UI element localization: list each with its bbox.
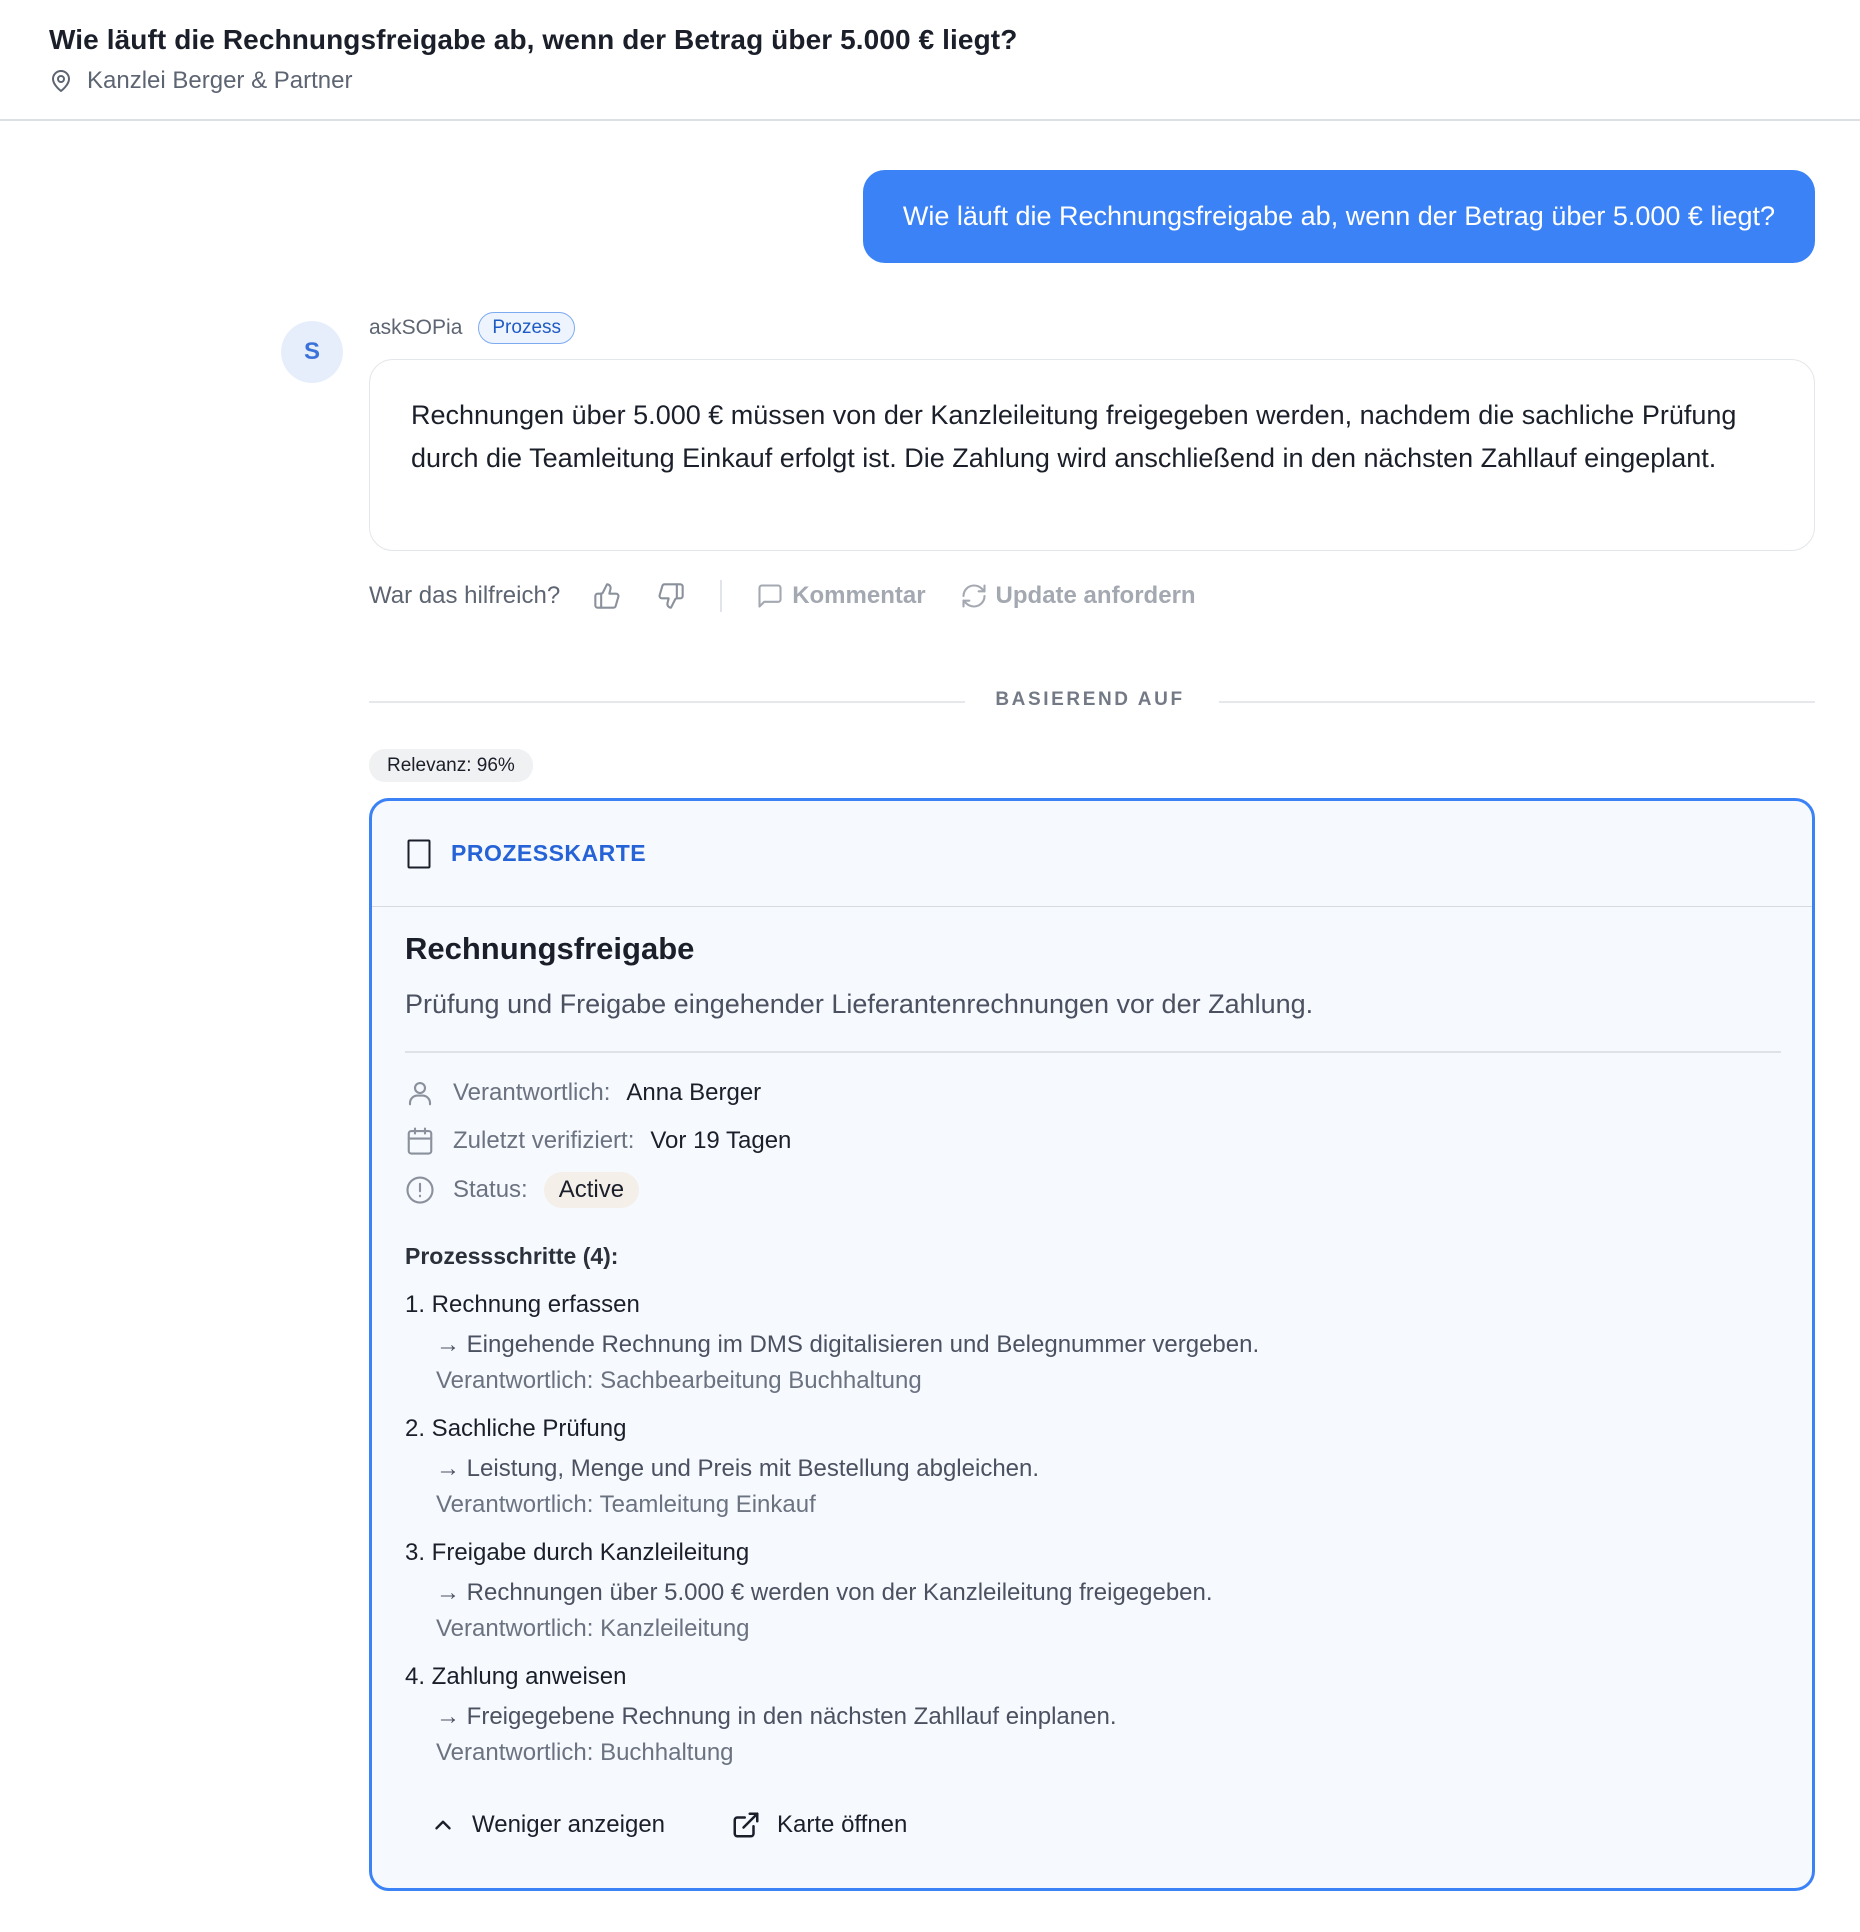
assistant-answer-text: Rechnungen über 5.000 € müssen von der Kanzleileitung freigegeben werden, nachdem die sachliche Prüfung durch die Teamleitung Einkauf erfolgt ist. Die Zahlung wird anschließend in den nächsten Zahllauf eingeplant. [411, 400, 1737, 473]
meta-responsible [405, 1076, 761, 1110]
process-card-header [372, 801, 1812, 907]
comment-button-label: Kommentar [792, 582, 926, 609]
status-badge: Active [544, 1172, 639, 1208]
sources-divider-left [369, 701, 965, 703]
refresh-icon [960, 582, 988, 610]
process-step-description: → Leistung, Menge und Preis mit Bestellung abgleichen. [436, 1455, 1040, 1482]
location-label: Kanzlei Berger & Partner [87, 67, 353, 94]
verified-label: Zuletzt verifiziert: [453, 1127, 635, 1154]
status-label: Status: [453, 1176, 528, 1203]
meta-status [405, 1173, 639, 1207]
process-card-actions [430, 1805, 907, 1845]
process-step-responsible: Verantwortlich: Buchhaltung [436, 1739, 734, 1766]
user-icon [405, 1078, 435, 1108]
show-less-label: Weniger anzeigen [472, 1811, 666, 1838]
thumbs-up-icon [593, 582, 621, 610]
process-step-name: 2. Sachliche Prüfung [405, 1415, 627, 1442]
location-row [49, 66, 352, 96]
alert-circle-icon [405, 1175, 435, 1205]
open-card-button[interactable] [731, 1810, 907, 1840]
process-title: Rechnungsfreigabe [405, 931, 695, 966]
responsible-value: Anna Berger [626, 1079, 762, 1106]
user-message-bubble: Wie läuft die Rechnungsfreigabe ab, wenn der Betrag über 5.000 € liegt? [863, 170, 1815, 263]
location-pin-icon [49, 69, 73, 93]
request-update-label: Update anfordern [995, 582, 1196, 609]
feedback-separator [720, 580, 722, 612]
calendar-icon [405, 1126, 435, 1156]
assistant-sender-row [369, 311, 575, 345]
assistant-avatar: S [281, 321, 343, 383]
document-icon [407, 839, 431, 869]
answer-type-badge: Prozess [478, 312, 575, 344]
assistant-name: askSOPia [369, 316, 463, 339]
feedback-question: War das hilfreich? [369, 582, 561, 609]
process-step-name: 1. Rechnung erfassen [405, 1291, 640, 1318]
comment-button[interactable] [756, 582, 925, 610]
thumbs-down-button[interactable] [656, 581, 686, 611]
thumbs-up-button[interactable] [592, 581, 622, 611]
process-card-kicker: PROZESSKARTE [451, 840, 647, 866]
show-less-button[interactable] [430, 1811, 665, 1839]
comment-icon [756, 582, 784, 610]
conversation-header [0, 0, 1860, 121]
sources-divider-right [1219, 701, 1815, 703]
process-step-description: → Rechnungen über 5.000 € werden von der Kanzleileitung freigegeben. [436, 1579, 1213, 1606]
process-step-name: 4. Zahlung anweisen [405, 1663, 627, 1690]
relevance-badge: Relevanz: 96% [369, 749, 533, 782]
process-step-description: → Freigegebene Rechnung in den nächsten Zahllauf einplanen. [436, 1703, 1117, 1730]
request-update-button[interactable] [960, 582, 1196, 610]
meta-verified [405, 1124, 791, 1158]
process-step-name: 3. Freigabe durch Kanzleileitung [405, 1539, 750, 1566]
process-step-description: → Eingehende Rechnung im DMS digitalisieren und Belegnummer vergeben. [436, 1331, 1260, 1358]
sources-divider-label: BASIEREND AUF [995, 689, 1185, 710]
feedback-row [369, 574, 1196, 618]
process-description: Prüfung und Freigabe eingehender Lieferantenrechnungen vor der Zahlung. [405, 989, 1314, 1019]
process-step-responsible: Verantwortlich: Sachbearbeitung Buchhaltung [436, 1367, 922, 1394]
chevron-up-icon [430, 1812, 456, 1838]
verified-value: Vor 19 Tagen [650, 1127, 792, 1154]
external-link-icon [731, 1810, 761, 1840]
process-steps-title: Prozessschritte (4): [405, 1243, 619, 1269]
thumbs-down-icon [657, 582, 685, 610]
process-card [369, 798, 1815, 1891]
process-step-responsible: Verantwortlich: Teamleitung Einkauf [436, 1491, 816, 1518]
conversation-title: Wie läuft die Rechnungsfreigabe ab, wenn der Betrag über 5.000 € liegt? [49, 24, 1018, 55]
process-step-responsible: Verantwortlich: Kanzleileitung [436, 1615, 750, 1642]
responsible-label: Verantwortlich: [453, 1079, 611, 1106]
assistant-answer-card [369, 359, 1815, 551]
process-divider [405, 1051, 1781, 1053]
open-card-label: Karte öffnen [777, 1811, 908, 1838]
